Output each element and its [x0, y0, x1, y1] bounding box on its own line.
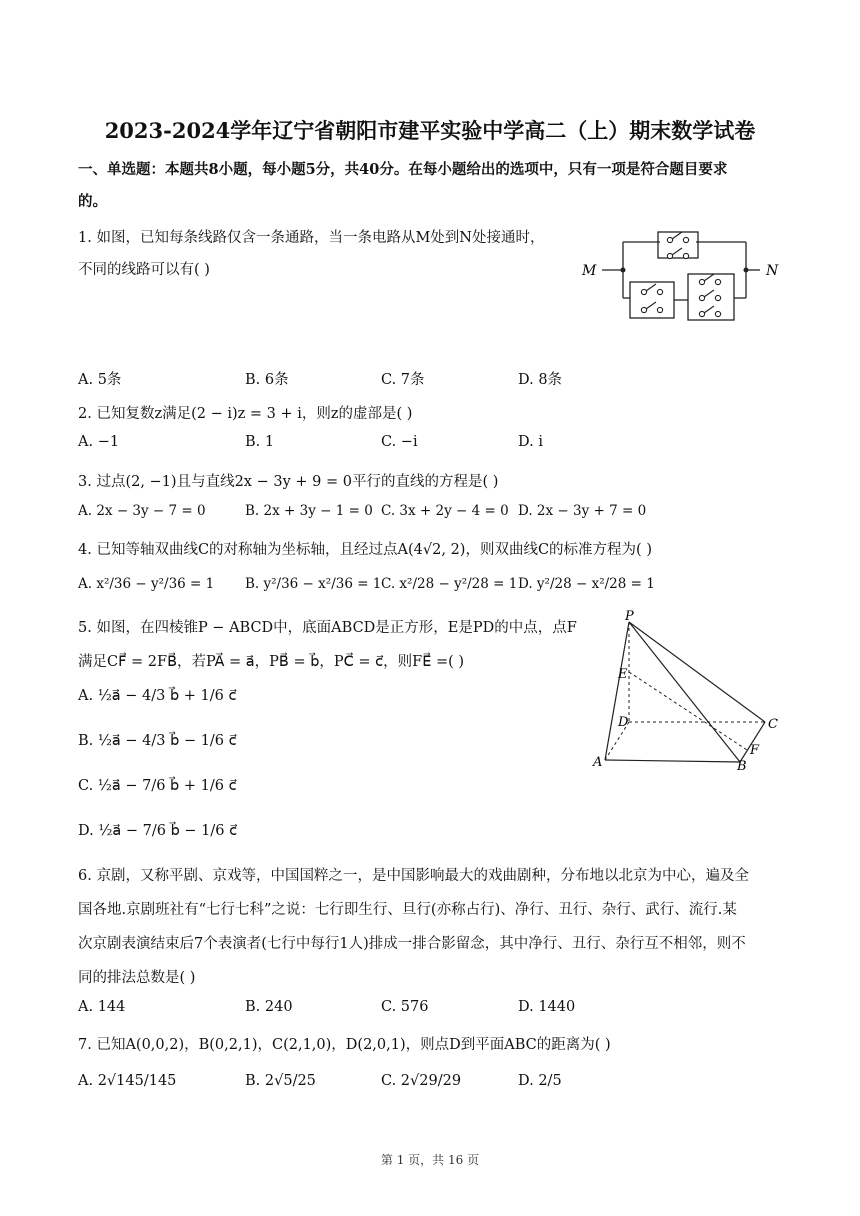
section-heading-line2: 的。 — [78, 193, 107, 210]
q2-option-d: D. i — [518, 434, 543, 450]
q3-option-c: C. 3x + 2y − 4 = 0 — [381, 503, 509, 519]
pyramid-label-e: E — [618, 667, 628, 682]
circuit-figure — [578, 220, 783, 330]
q6-option-c: C. 576 — [381, 999, 429, 1015]
circuit-label-n: N — [766, 263, 779, 279]
q1-option-b: B. 6条 — [245, 372, 289, 388]
q1-options — [78, 368, 678, 388]
q7-option-d: D. 2/5 — [518, 1073, 562, 1089]
q4-option-d: D. y²/28 − x²/28 = 1 — [518, 576, 655, 592]
q6-line3: 次京剧表演结束后7个表演者(七行中每行1人)排成一排合影留念，其中净行、丑行、杂行互不相邻，则不 — [78, 936, 746, 952]
pyramid-label-f: F — [750, 743, 760, 758]
q3-option-a: A. 2x − 3y − 7 = 0 — [78, 503, 206, 519]
q5-option-d: D. ½a⃗ − 7/6 b⃗ − 1/6 c⃗ — [78, 823, 238, 839]
q1-option-c: C. 7条 — [381, 372, 425, 388]
q6-option-d: D. 1440 — [518, 999, 576, 1015]
q1-line2: 不同的线路可以有( ) — [78, 262, 210, 278]
q3-options — [78, 503, 678, 523]
q6-options — [78, 999, 678, 1019]
q5-line2: 满足CF⃗ = 2FB⃗，若PA⃗ = a⃗，PB⃗ = b⃗，PC⃗ = c⃗，则FE⃗ =( ) — [78, 654, 465, 670]
pyramid-figure — [585, 608, 785, 778]
q2-option-c: C. −i — [381, 434, 418, 450]
q6-line1: 6. 京剧，又称平剧、京戏等，中国国粹之一，是中国影响最大的戏曲剧种，分布地以北京为中心，遍及全 — [78, 868, 749, 884]
q1-line1: 1. 如图，已知每条线路仅含一条通路，当一条电路从M处到N处接通时， — [78, 230, 545, 246]
q3-line1: 3. 过点(2, −1)且与直线2x − 3y + 9 = 0平行的直线的方程是( ) — [78, 474, 499, 490]
q4-line1: 4. 已知等轴双曲线C的对称轴为坐标轴，且经过点A(4√2, 2)，则双曲线C的标准方程为( ) — [78, 542, 652, 558]
q7-option-b: B. 2√5/25 — [245, 1073, 316, 1089]
page-footer: 第 1 页，共 16 页 — [380, 1153, 480, 1167]
q2-option-a: A. −1 — [78, 434, 120, 450]
q2-option-b: B. 1 — [245, 434, 275, 450]
q5-option-a: A. ½a⃗ − 4/3 b⃗ + 1/6 c⃗ — [78, 688, 237, 704]
q2-options — [78, 434, 678, 454]
q4-options — [78, 576, 678, 596]
pyramid-label-b: B — [737, 759, 747, 774]
q1-option-d: D. 8条 — [518, 372, 563, 388]
q7-option-c: C. 2√29/29 — [381, 1073, 462, 1089]
circuit-label-m: M — [582, 263, 597, 279]
q7-line1: 7. 已知A(0,0,2)，B(0,2,1)，C(2,1,0)，D(2,0,1)，则点D到平面ABC的距离为( ) — [78, 1037, 611, 1053]
q3-option-b: B. 2x + 3y − 1 = 0 — [245, 503, 373, 519]
pyramid-label-a: A — [593, 755, 603, 770]
q4-option-b: B. y²/36 − x²/36 = 1 — [245, 576, 382, 592]
q6-line4: 同的排法总数是( ) — [78, 970, 196, 986]
q7-options — [78, 1073, 678, 1093]
q3-option-d: D. 2x − 3y + 7 = 0 — [518, 503, 647, 519]
q7-option-a: A. 2√145/145 — [78, 1073, 177, 1089]
q4-option-c: C. x²/28 − y²/28 = 1 — [381, 576, 518, 592]
pyramid-label-p: P — [625, 609, 634, 624]
q1-option-a: A. 5条 — [78, 372, 122, 388]
q6-option-a: A. 144 — [78, 999, 126, 1015]
q6-line2: 国各地.京剧班社有“七行七科”之说：七行即生行、旦行(亦称占行)、净行、丑行、杂行、武行、流行.某 — [78, 902, 737, 918]
pyramid-label-d: D — [618, 715, 629, 730]
pyramid-label-c: C — [768, 717, 778, 732]
q5-option-b: B. ½a⃗ − 4/3 b⃗ − 1/6 c⃗ — [78, 733, 237, 749]
q5-option-c: C. ½a⃗ − 7/6 b⃗ + 1/6 c⃗ — [78, 778, 237, 794]
q2-line1: 2. 已知复数z满足(2 − i)z = 3 + i，则z的虚部是( ) — [78, 406, 413, 422]
q4-option-a: A. x²/36 − y²/36 = 1 — [78, 576, 215, 592]
page-title: 2023-2024学年辽宁省朝阳市建平实验中学高二（上）期末数学试卷 — [104, 118, 756, 143]
section-heading-line1: 一、单选题：本题共8小题，每小题5分，共40分。在每小题给出的选项中，只有一项是符合题目要求 — [78, 161, 728, 178]
q5-line1: 5. 如图，在四棱锥P − ABCD中，底面ABCD是正方形，E是PD的中点，点F — [78, 620, 577, 636]
q6-option-b: B. 240 — [245, 999, 293, 1015]
